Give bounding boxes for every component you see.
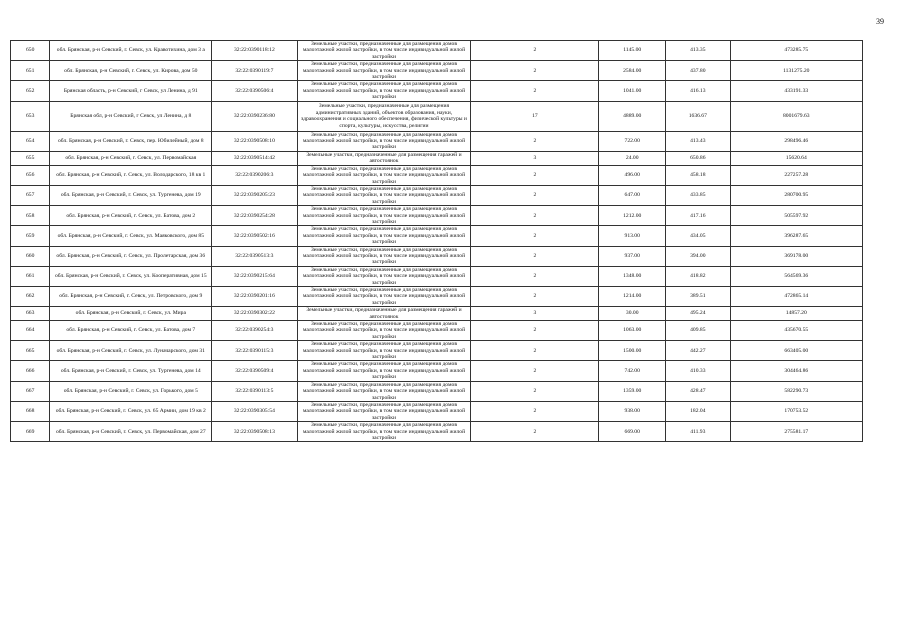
group-number-cell: 2 — [471, 341, 599, 361]
land-use-cell: Земельные участки, предназначенные для размещения домов малоэтажной жилой застройки, в том числе индивидуальной жилой застройки — [297, 381, 471, 401]
group-number-cell: 2 — [471, 81, 599, 101]
table-row — [11, 131, 863, 151]
cadastral-value-cell: 227257.28 — [730, 165, 862, 185]
area-cell: 937.00 — [599, 246, 666, 266]
group-number-cell: 2 — [471, 246, 599, 266]
group-number-cell: 3 — [471, 151, 599, 165]
land-use-cell: Земельные участки, предназначенные для размещения домов малоэтажной жилой застройки, в том числе индивидуальной жилой застройки — [297, 206, 471, 226]
table-row — [11, 287, 863, 307]
land-use-cell: Земельные участки, предназначенные для размещения домов малоэтажной жилой застройки, в том числе индивидуальной жилой застройки — [297, 226, 471, 246]
page-number: 39 — [876, 17, 884, 26]
unit-value-cell: 410.33 — [666, 361, 731, 381]
cadastral-value-cell: 505597.92 — [730, 206, 862, 226]
address-cell: Брянская область, р-н Севский, г Севск, ул Ленина, д 91 — [50, 81, 212, 101]
row-number-cell: 656 — [11, 165, 50, 185]
area-cell: 24.00 — [599, 151, 666, 165]
address-cell: обл. Брянская, р-н Севский, г. Севск, ул. Володарского, 18 кв 1 — [50, 165, 212, 185]
unit-value-cell: 442.27 — [666, 341, 731, 361]
unit-value-cell: 411.93 — [666, 422, 731, 442]
cadastral-value-cell: 396287.65 — [730, 226, 862, 246]
land-use-cell: Земельные участки, предназначенные для размещения домов малоэтажной жилой застройки, в том числе индивидуальной жилой застройки — [297, 401, 471, 421]
cadastral-number-cell: 32:22:0390205:23 — [212, 185, 297, 205]
cadastral-value-cell: 14857.20 — [730, 307, 862, 321]
unit-value-cell: 433.85 — [666, 185, 731, 205]
address-cell: обл. Брянская, р-н Севский, г. Севск, ул. Батова, дом 2 — [50, 206, 212, 226]
table-row — [11, 165, 863, 185]
area-cell: 1063.00 — [599, 321, 666, 341]
table-body — [11, 41, 863, 442]
cadastral-number-cell: 32:22:0390118:12 — [212, 41, 297, 61]
unit-value-cell: 650.86 — [666, 151, 731, 165]
land-use-cell: Земельные участки, предназначенные для размещения домов малоэтажной жилой застройки, в том числе индивидуальной жилой застройки — [297, 341, 471, 361]
unit-value-cell: 394.00 — [666, 246, 731, 266]
table-row — [11, 61, 863, 81]
row-number-cell: 655 — [11, 151, 50, 165]
unit-value-cell: 495.24 — [666, 307, 731, 321]
land-use-cell: Земельные участки, предназначенные для размещения домов малоэтажной жилой застройки, в том числе индивидуальной жилой застройки — [297, 41, 471, 61]
area-cell: 938.00 — [599, 401, 666, 421]
area-cell: 722.00 — [599, 131, 666, 151]
cadastral-value-cell: 473285.75 — [730, 41, 862, 61]
area-cell: 1041.00 — [599, 81, 666, 101]
row-number-cell: 669 — [11, 422, 50, 442]
row-number-cell: 660 — [11, 246, 50, 266]
cadastral-value-cell: 8001679.63 — [730, 101, 862, 131]
address-cell: обл. Брянская, р-н Севский, г. Севск, ул. Петровского, дом 9 — [50, 287, 212, 307]
land-use-cell: Земельные участки, предназначенные для размещения гаражей и автостоянок — [297, 151, 471, 165]
row-number-cell: 661 — [11, 266, 50, 286]
cadastral-number-cell: 32:22:0390215:64 — [212, 266, 297, 286]
row-number-cell: 665 — [11, 341, 50, 361]
unit-value-cell: 389.51 — [666, 287, 731, 307]
unit-value-cell: 418.82 — [666, 266, 731, 286]
row-number-cell: 668 — [11, 401, 50, 421]
land-use-cell: Земельные участки, предназначенные для размещения домов малоэтажной жилой застройки, в том числе индивидуальной жилой застройки — [297, 81, 471, 101]
row-number-cell: 653 — [11, 101, 50, 131]
address-cell: обл. Брянская, р-н Севский, г. Севск, ул. 65 Армии, дом 19 кв 2 — [50, 401, 212, 421]
unit-value-cell: 413.35 — [666, 41, 731, 61]
address-cell: обл. Брянская, р-н Севский, г. Севск, ул. Тургенева, дом 14 — [50, 361, 212, 381]
unit-value-cell: 409.85 — [666, 321, 731, 341]
cadastral-value-cell: 275581.17 — [730, 422, 862, 442]
land-use-cell: Земельные участки, предназначенные для размещения домов малоэтажной жилой застройки, в том числе индивидуальной жилой застройки — [297, 321, 471, 341]
land-use-cell: Земельные участки, предназначенные для размещения административных зданий, объектов образования, науки, здравоохранения и социального обеспечения, физической культуры и спорта, культуры, искусства, религии — [297, 101, 471, 131]
row-number-cell: 652 — [11, 81, 50, 101]
unit-value-cell: 416.13 — [666, 81, 731, 101]
cadastral-number-cell: 32:22:0390201:16 — [212, 287, 297, 307]
row-number-cell: 658 — [11, 206, 50, 226]
area-cell: 1348.00 — [599, 266, 666, 286]
group-number-cell: 2 — [471, 165, 599, 185]
address-cell: обл. Брянская, р-н Севский, г. Севск, ул. Тургенева, дом 19 — [50, 185, 212, 205]
cadastral-value-table — [10, 40, 863, 442]
unit-value-cell: 417.16 — [666, 206, 731, 226]
address-cell: обл. Брянская, р-н Севский, г. Севск, ул. Батова, дом 7 — [50, 321, 212, 341]
unit-value-cell: 428.47 — [666, 381, 731, 401]
table-row — [11, 226, 863, 246]
cadastral-value-cell: 472865.14 — [730, 287, 862, 307]
cadastral-number-cell: 32:22:0390502:16 — [212, 226, 297, 246]
cadastral-number-cell: 32:22:0390113:5 — [212, 381, 297, 401]
table-row — [11, 246, 863, 266]
area-cell: 913.00 — [599, 226, 666, 246]
address-cell: обл. Брянская, р-н Севский, г. Севск, ул. Мира — [50, 307, 212, 321]
land-use-cell: Земельные участки, предназначенные для размещения домов малоэтажной жилой застройки, в том числе индивидуальной жилой застройки — [297, 165, 471, 185]
group-number-cell: 17 — [471, 101, 599, 131]
row-number-cell: 650 — [11, 41, 50, 61]
land-use-cell: Земельные участки, предназначенные для размещения домов малоэтажной жилой застройки, в том числе индивидуальной жилой застройки — [297, 266, 471, 286]
land-use-cell: Земельные участки, предназначенные для размещения гаражей и автостоянок — [297, 307, 471, 321]
address-cell: обл. Брянская, р-н Севский, г. Севск, ул. Маяковского, дом 85 — [50, 226, 212, 246]
row-number-cell: 664 — [11, 321, 50, 341]
area-cell: 496.00 — [599, 165, 666, 185]
cadastral-value-cell: 369178.00 — [730, 246, 862, 266]
row-number-cell: 654 — [11, 131, 50, 151]
area-cell: 669.00 — [599, 422, 666, 442]
cadastral-value-cell: 298496.46 — [730, 131, 862, 151]
cadastral-value-cell: 564569.36 — [730, 266, 862, 286]
table-row — [11, 307, 863, 321]
cadastral-value-cell: 15620.64 — [730, 151, 862, 165]
group-number-cell: 2 — [471, 206, 599, 226]
group-number-cell: 2 — [471, 41, 599, 61]
group-number-cell: 2 — [471, 226, 599, 246]
area-cell: 1500.00 — [599, 341, 666, 361]
area-cell: 1145.00 — [599, 41, 666, 61]
address-cell: обл. Брянская, р-н Севский, г. Севск, ул. Первомайская — [50, 151, 212, 165]
land-use-cell: Земельные участки, предназначенные для размещения домов малоэтажной жилой застройки, в том числе индивидуальной жилой застройки — [297, 361, 471, 381]
table-row — [11, 185, 863, 205]
cadastral-number-cell: 32:22:0390508:13 — [212, 422, 297, 442]
table-row — [11, 151, 863, 165]
unit-value-cell: 182.04 — [666, 401, 731, 421]
cadastral-value-cell: 1131275.20 — [730, 61, 862, 81]
cadastral-number-cell: 32:22:0390514:42 — [212, 151, 297, 165]
cadastral-number-cell: 32:22:0390508:10 — [212, 131, 297, 151]
row-number-cell: 662 — [11, 287, 50, 307]
cadastral-value-cell: 433191.33 — [730, 81, 862, 101]
table-row — [11, 321, 863, 341]
land-use-cell: Земельные участки, предназначенные для размещения домов малоэтажной жилой застройки, в том числе индивидуальной жилой застройки — [297, 287, 471, 307]
address-cell: обл. Брянская, р-н Севский, г. Севск, ул. Кооперативная, дом 15 — [50, 266, 212, 286]
cadastral-value-cell: 435670.55 — [730, 321, 862, 341]
group-number-cell: 2 — [471, 185, 599, 205]
row-number-cell: 651 — [11, 61, 50, 81]
group-number-cell: 2 — [471, 131, 599, 151]
address-cell: обл. Брянская, р-н Севский, г. Севск, ул. Кирова, дом 50 — [50, 61, 212, 81]
table-row — [11, 206, 863, 226]
cadastral-value-cell: 304464.86 — [730, 361, 862, 381]
group-number-cell: 2 — [471, 361, 599, 381]
unit-value-cell: 1636.67 — [666, 101, 731, 131]
address-cell: обл. Брянская, р-н Севский, г. Севск, ул. Пролетарская, дом 36 — [50, 246, 212, 266]
area-cell: 1359.00 — [599, 381, 666, 401]
address-cell: обл. Брянская, р-н Севский, г. Севск, ул. Первомайская, дом 27 — [50, 422, 212, 442]
cadastral-number-cell: 32:22:0390254:28 — [212, 206, 297, 226]
cadastral-number-cell: 32:22:0390254:3 — [212, 321, 297, 341]
table-row — [11, 101, 863, 131]
cadastral-value-cell: 663405.00 — [730, 341, 862, 361]
area-cell: 2584.00 — [599, 61, 666, 81]
row-number-cell: 659 — [11, 226, 50, 246]
group-number-cell: 2 — [471, 422, 599, 442]
land-use-cell: Земельные участки, предназначенные для размещения домов малоэтажной жилой застройки, в том числе индивидуальной жилой застройки — [297, 61, 471, 81]
address-cell: Брянская обл, р-н Севский, г Севск, ул Ленина, д 8 — [50, 101, 212, 131]
row-number-cell: 657 — [11, 185, 50, 205]
table-row — [11, 422, 863, 442]
address-cell: обл. Брянская, р-н Севский, г. Севск, ул. Горького, дом 5 — [50, 381, 212, 401]
unit-value-cell: 413.43 — [666, 131, 731, 151]
table-row — [11, 341, 863, 361]
group-number-cell: 3 — [471, 307, 599, 321]
cadastral-number-cell: 32:22:0390302:22 — [212, 307, 297, 321]
group-number-cell: 2 — [471, 287, 599, 307]
land-use-cell: Земельные участки, предназначенные для размещения домов малоэтажной жилой застройки, в том числе индивидуальной жилой застройки — [297, 185, 471, 205]
row-number-cell: 663 — [11, 307, 50, 321]
cadastral-number-cell: 32:22:0390236:80 — [212, 101, 297, 131]
address-cell: обл. Брянская, р-н Севский, г. Севск, ул. Луначарского, дом 31 — [50, 341, 212, 361]
table-row — [11, 401, 863, 421]
group-number-cell: 2 — [471, 266, 599, 286]
area-cell: 1212.00 — [599, 206, 666, 226]
unit-value-cell: 434.05 — [666, 226, 731, 246]
address-cell: обл. Брянская, р-н Севский, г. Севск, пер. Юбилейный, дом 8 — [50, 131, 212, 151]
cadastral-number-cell: 32:22:0390509:4 — [212, 361, 297, 381]
land-use-cell: Земельные участки, предназначенные для размещения домов малоэтажной жилой застройки, в том числе индивидуальной жилой застройки — [297, 422, 471, 442]
group-number-cell: 2 — [471, 401, 599, 421]
cadastral-number-cell: 32:22:0390119:7 — [212, 61, 297, 81]
land-use-cell: Земельные участки, предназначенные для размещения домов малоэтажной жилой застройки, в том числе индивидуальной жилой застройки — [297, 131, 471, 151]
table-row — [11, 266, 863, 286]
cadastral-value-cell: 582290.73 — [730, 381, 862, 401]
area-cell: 742.00 — [599, 361, 666, 381]
area-cell: 30.00 — [599, 307, 666, 321]
unit-value-cell: 458.18 — [666, 165, 731, 185]
table-row — [11, 381, 863, 401]
table-row — [11, 81, 863, 101]
cadastral-number-cell: 32:22:0390115:3 — [212, 341, 297, 361]
area-cell: 4889.00 — [599, 101, 666, 131]
land-use-cell: Земельные участки, предназначенные для размещения домов малоэтажной жилой застройки, в том числе индивидуальной жилой застройки — [297, 246, 471, 266]
group-number-cell: 2 — [471, 61, 599, 81]
area-cell: 1214.00 — [599, 287, 666, 307]
area-cell: 647.00 — [599, 185, 666, 205]
address-cell: обл. Брянская, р-н Севский, г. Севск, ул. Кравотихина, дом 3 а — [50, 41, 212, 61]
cadastral-number-cell: 32:22:0390506:4 — [212, 81, 297, 101]
row-number-cell: 666 — [11, 361, 50, 381]
cadastral-value-cell: 280700.95 — [730, 185, 862, 205]
row-number-cell: 667 — [11, 381, 50, 401]
cadastral-number-cell: 32:22:0390305:54 — [212, 401, 297, 421]
table-row — [11, 361, 863, 381]
cadastral-number-cell: 32:22:0390206:3 — [212, 165, 297, 185]
unit-value-cell: 437.80 — [666, 61, 731, 81]
cadastral-number-cell: 32:22:0390513:3 — [212, 246, 297, 266]
group-number-cell: 2 — [471, 381, 599, 401]
cadastral-value-cell: 170753.52 — [730, 401, 862, 421]
table-row — [11, 41, 863, 61]
group-number-cell: 2 — [471, 321, 599, 341]
